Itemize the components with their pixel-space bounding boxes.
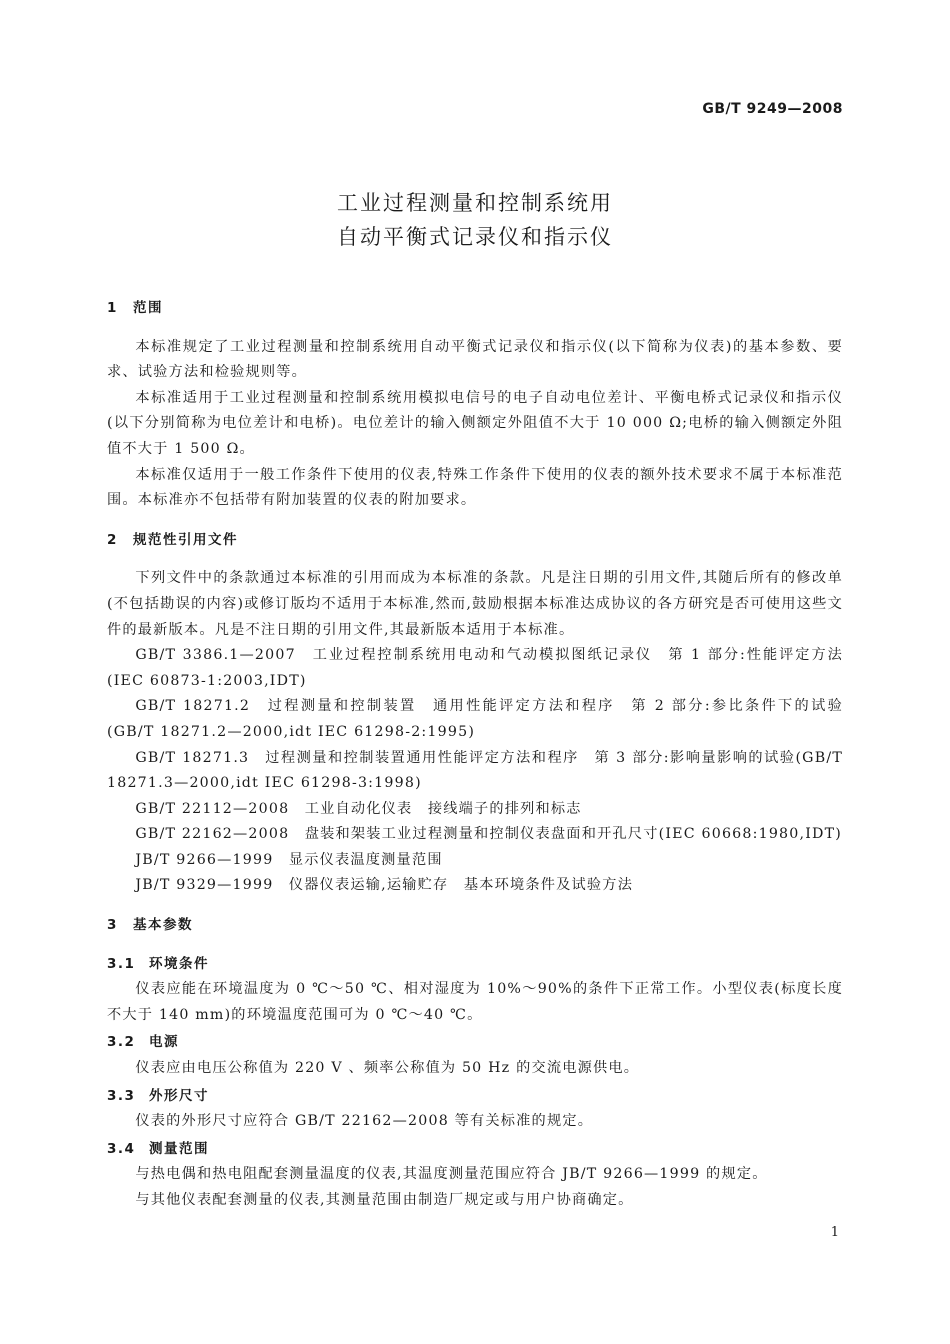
section-heading-scope xyxy=(107,296,843,322)
reference-item: GB/T 22162—2008 盘装和架装工业过程测量和控制仪表盘面和开孔尺寸(IEC 60668:1980,IDT) xyxy=(135,826,842,843)
paragraph: 仪表应由电压公称值为 220 V 、频率公称值为 50 Hz 的交流电源供电。 xyxy=(135,1060,640,1077)
subsection-heading-environment xyxy=(107,952,843,978)
paragraph: 与其他仪表配套测量的仪表,其测量范围由制造厂规定或与用户协商确定。 xyxy=(135,1192,634,1208)
paragraph: 本标准适用于工业过程测量和控制系统用模拟电信号的电子自动电位差计、平衡电桥式记录仪和指示仪(以下分别简称为电位差计和电桥)。电位差计的输入侧额定外阻值不大于 10 000 Ω;电桥的输入侧额定外阻值不大于 1 500 Ω。 xyxy=(107,389,843,457)
title-line-1: 工业过程测量和控制系统用 xyxy=(337,191,613,215)
subsection-number: 3.3 xyxy=(107,1087,136,1104)
section-title: 规范性引用文件 xyxy=(133,531,238,548)
reference-item: JB/T 9329—1999 仪器仪表运输,运输贮存 基本环境条件及试验方法 xyxy=(135,877,634,894)
subsection-heading-measuring-range xyxy=(107,1137,843,1163)
subsection-heading-power xyxy=(107,1030,843,1056)
subsection-title: 测量范围 xyxy=(149,1140,209,1157)
document-body xyxy=(107,296,843,1214)
reference-item: GB/T 18271.2 过程测量和控制装置 通用性能评定方法和程序 第 2 部分:参比条件下的试验(GB/T 18271.2—2000,idt IEC 61298-2:1995) xyxy=(107,698,843,740)
reference-item: GB/T 3386.1—2007 工业过程控制系统用电动和气动模拟图纸记录仪 第 1 部分:性能评定方法(IEC 60873-1:2003,IDT) xyxy=(107,647,843,689)
subsection-number: 3.4 xyxy=(107,1140,136,1157)
paragraph: 仪表应能在环境温度为 0 ℃～50 ℃、相对湿度为 10%～90%的条件下正常工作。小型仪表(标度长度不大于 140 mm)的环境温度范围可为 0 ℃～40 ℃。 xyxy=(107,981,843,1023)
section-heading-basic-parameters xyxy=(107,913,843,939)
section-number: 3 xyxy=(107,917,118,934)
section-number: 2 xyxy=(107,531,118,548)
paragraph: 与热电偶和热电阻配套测量温度的仪表,其温度测量范围应符合 JB/T 9266—1999 的规定。 xyxy=(135,1166,768,1183)
subsection-heading-dimensions xyxy=(107,1084,843,1110)
subsection-title: 外形尺寸 xyxy=(149,1087,209,1104)
reference-item: JB/T 9266—1999 显示仪表温度测量范围 xyxy=(135,851,443,868)
paragraph: 仪表的外形尺寸应符合 GB/T 22162—2008 等有关标准的规定。 xyxy=(135,1113,594,1130)
section-number: 1 xyxy=(107,300,118,316)
paragraph: 下列文件中的条款通过本标准的引用而成为本标准的条款。凡是注日期的引用文件,其随后所有的修改单(不包括勘误的内容)或修订版均不适用于本标准,然而,鼓励根据本标准达成协议的各方研究是否可使用这些文件的最新版本。凡是不注日期的引用文件,其最新版本适用于本标准。 xyxy=(107,570,843,638)
standard-number: GB/T 9249—2008 xyxy=(702,101,843,117)
reference-item: GB/T 22112—2008 工业自动化仪表 接线端子的排列和标志 xyxy=(135,800,582,817)
page-number: 1 xyxy=(830,1225,839,1240)
subsection-title: 环境条件 xyxy=(149,955,209,972)
document-title xyxy=(0,186,950,254)
paragraph: 本标准规定了工业过程测量和控制系统用自动平衡式记录仪和指示仪(以下简称为仪表)的基本参数、要求、试验方法和检验规则等。 xyxy=(107,338,843,381)
subsection-title: 电源 xyxy=(149,1034,179,1051)
section-title: 范围 xyxy=(133,300,163,316)
section-heading-normative-references xyxy=(107,528,843,554)
subsection-number: 3.1 xyxy=(107,955,136,972)
reference-item: GB/T 18271.3 过程测量和控制装置通用性能评定方法和程序 第 3 部分:影响量影响的试验(GB/T 18271.3—2000,idt IEC 61298-3:1998) xyxy=(107,749,843,792)
subsection-number: 3.2 xyxy=(107,1034,136,1051)
title-line-2: 自动平衡式记录仪和指示仪 xyxy=(337,225,613,249)
paragraph: 本标准仅适用于一般工作条件下使用的仪表,特殊工作条件下使用的仪表的额外技术要求不属于本标准范围。本标准亦不包括带有附加装置的仪表的附加要求。 xyxy=(107,466,843,509)
section-title: 基本参数 xyxy=(133,917,193,934)
